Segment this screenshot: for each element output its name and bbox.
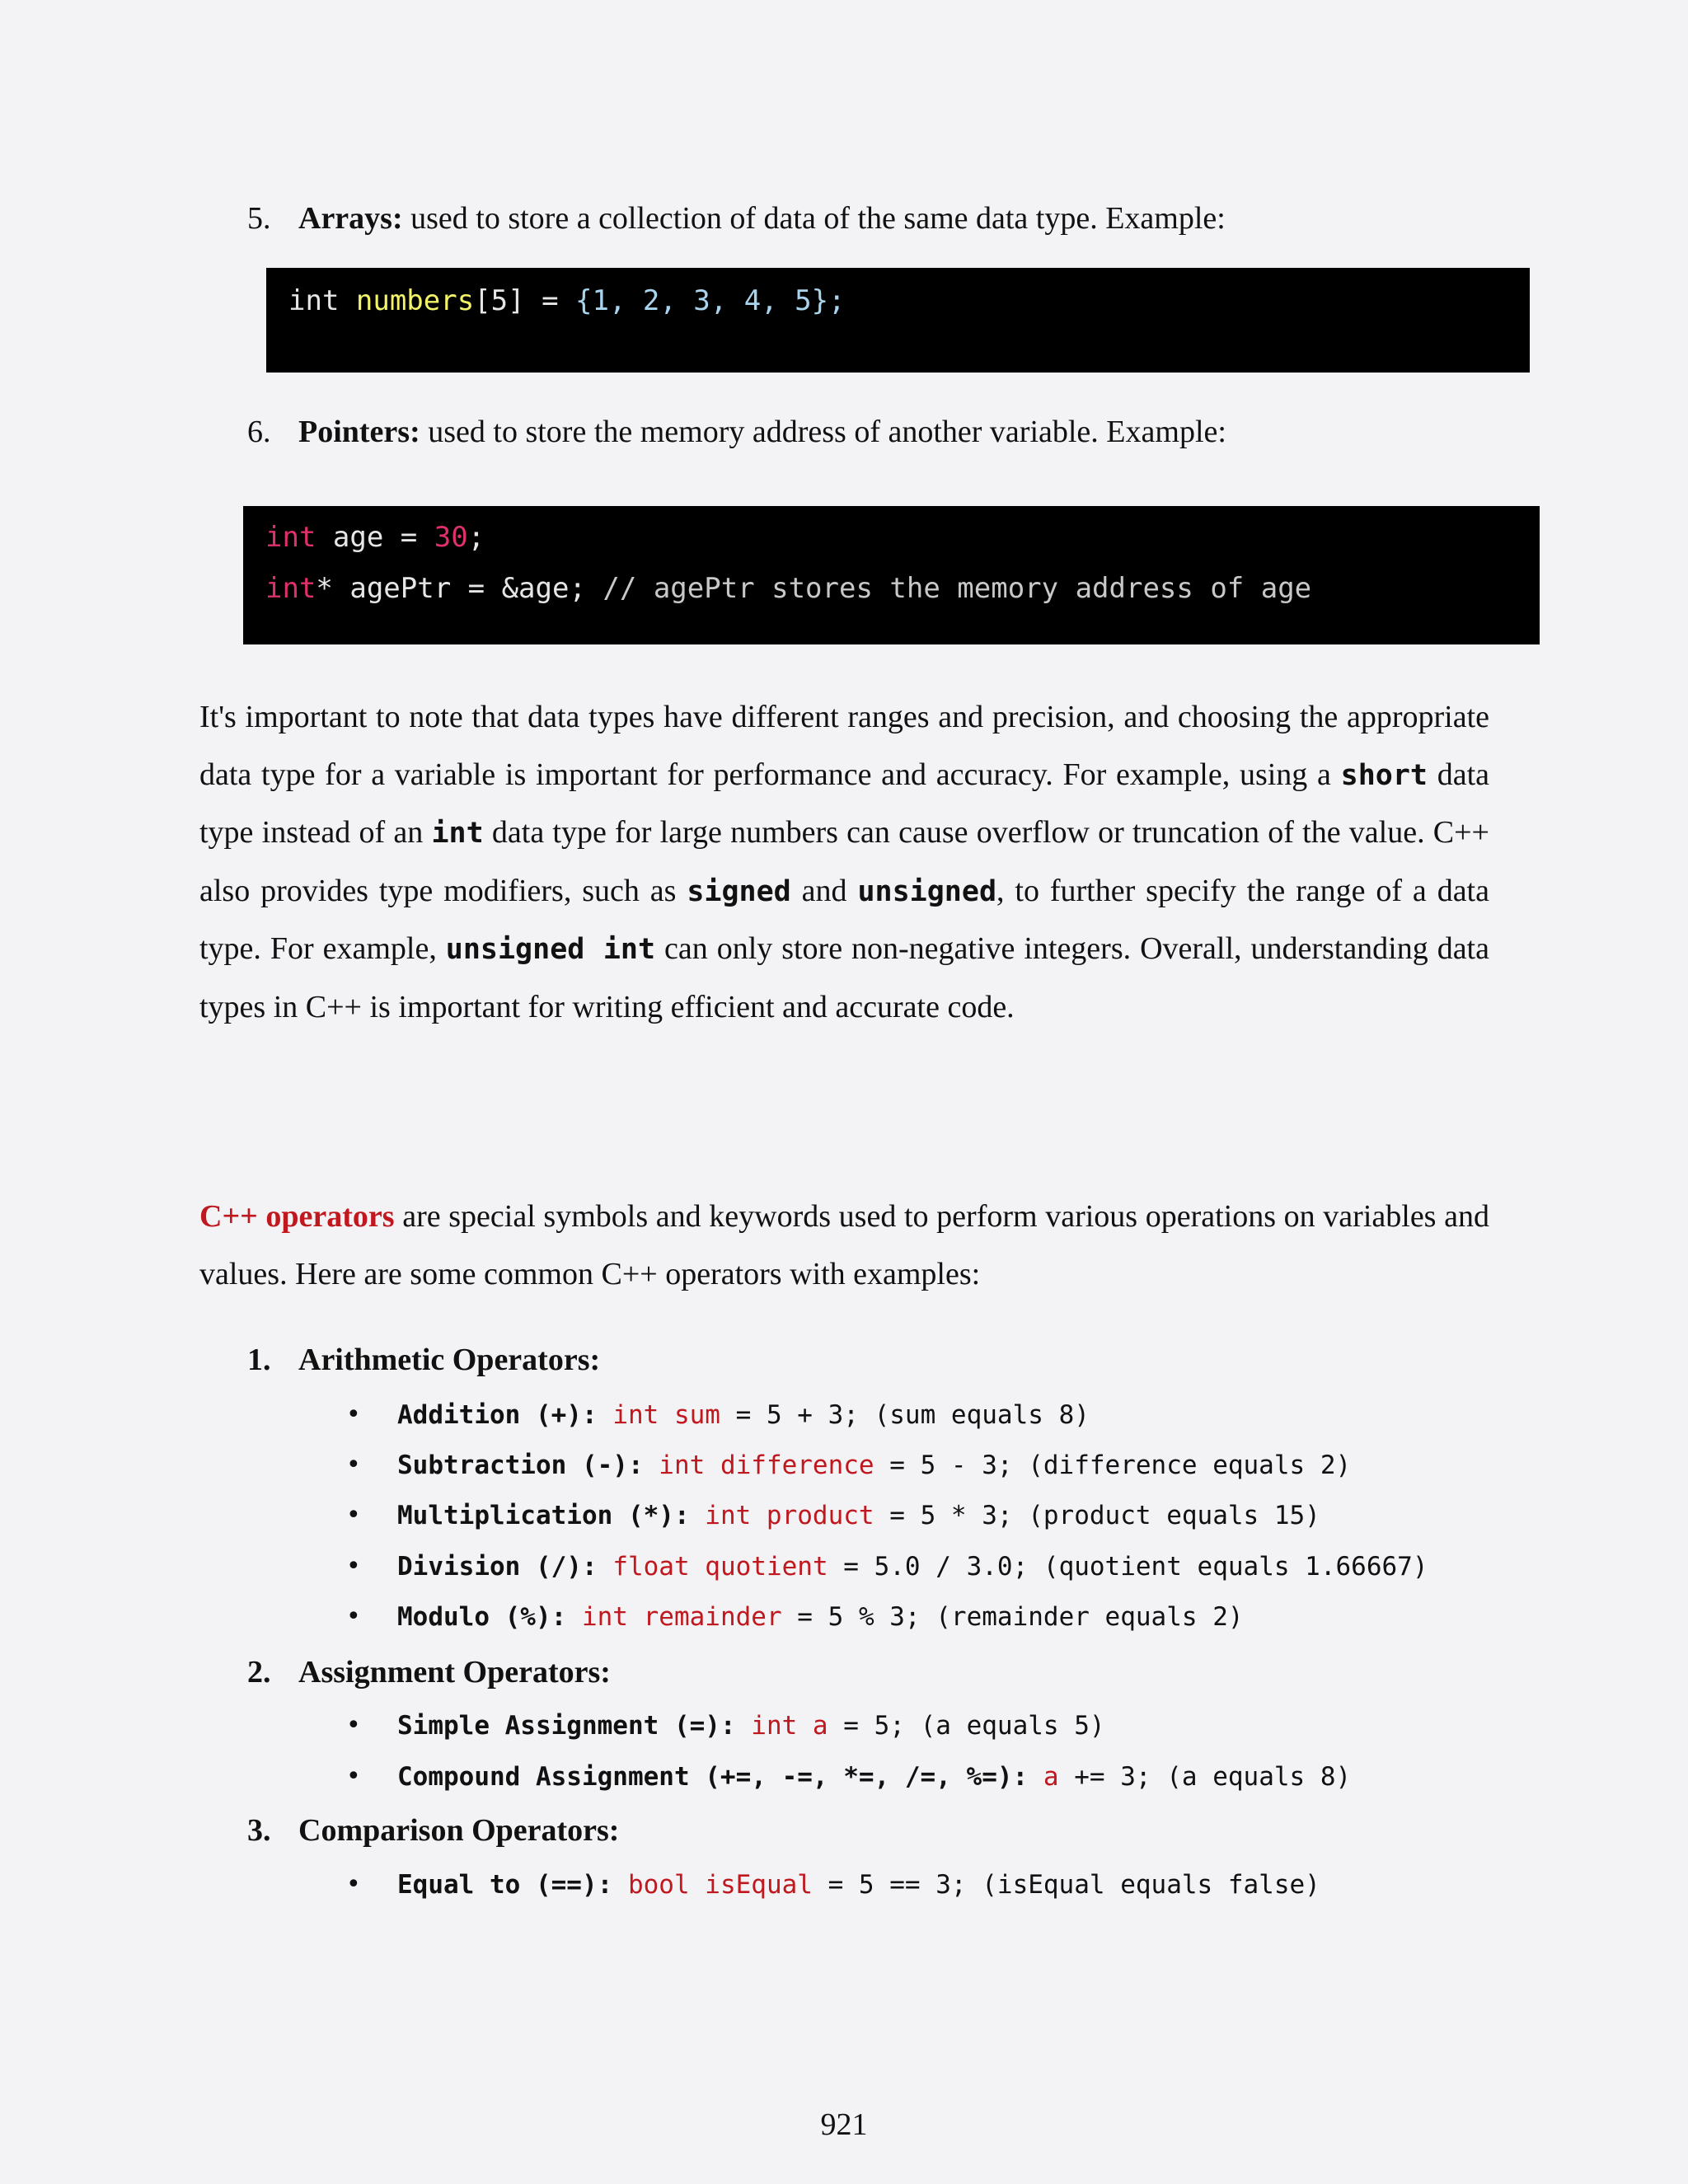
list-item-pointers [247, 412, 1226, 452]
code-values: {1, 2, 3, 4, 5}; [575, 284, 846, 317]
inline-code: short [1340, 758, 1428, 792]
bullet-label: Subtraction (-): [397, 1451, 644, 1480]
inline-code: unsigned int [445, 933, 656, 966]
text: and [790, 873, 858, 908]
bullet-icon: • [346, 1870, 361, 1899]
item-number: 5. [247, 201, 271, 236]
item-text: used to store a collection of data of the same data type. Example: [402, 201, 1226, 236]
bullet-label: Compound Assignment (+=, -=, *=, /=, %=): [397, 1762, 1029, 1792]
bullet-icon: • [346, 1501, 361, 1530]
code-text: = 5; (a equals 5) [828, 1711, 1105, 1741]
page-number: 921 [820, 2107, 868, 2142]
code-number: 30 [434, 521, 468, 554]
code-keyword: int remainder [581, 1602, 782, 1632]
bullet-label: Division (/): [397, 1552, 598, 1582]
section-title: Assignment Operators: [298, 1655, 611, 1690]
code-text: = 5 * 3; (product equals 15) [874, 1501, 1320, 1530]
text: data type instead of an [199, 757, 1489, 850]
text: can only store non-negative integers. Overall, understanding data types in C++ is important for writing efficient and accurate code. [199, 931, 1489, 1024]
text: are special symbols and keywords used to perform various operations on variables and values. Here are some common C++ operators with examples: [199, 1199, 1489, 1291]
bullet-label: Equal to (==): [397, 1870, 613, 1900]
section-heading-comparison [247, 1811, 619, 1850]
item-number: 6. [247, 415, 271, 449]
code-line [265, 570, 1311, 607]
section-title: Arithmetic Operators: [298, 1343, 601, 1377]
code-keyword: int [288, 284, 356, 317]
code-text: = 5 + 3; (sum equals 8) [720, 1400, 1090, 1430]
code-text: [5] = [474, 284, 576, 317]
item-text: used to store the memory address of another variable. Example: [420, 415, 1226, 449]
text: , to further specify the range of a data type. For example, [199, 873, 1489, 966]
highlighted-term: C++ operators [199, 1199, 395, 1234]
code-line [265, 519, 485, 555]
code-text: = 5 == 3; (isEqual equals false) [812, 1870, 1320, 1900]
code-keyword: int sum [612, 1400, 720, 1430]
bullet-label: Addition (+): [397, 1400, 598, 1430]
code-keyword: float quotient [612, 1552, 828, 1582]
code-keyword: int product [705, 1501, 874, 1530]
code-text: ; [467, 521, 485, 554]
code-text: * agePtr = &age; [316, 572, 603, 605]
bullet-label: Multiplication (*): [397, 1501, 690, 1530]
bullet-icon: • [346, 1602, 361, 1631]
bullet-label: Modulo (%): [397, 1602, 567, 1632]
bullet-icon: • [346, 1451, 361, 1479]
code-text: = 5 % 3; (remainder equals 2) [781, 1602, 1244, 1632]
code-text: += 3; (a equals 8) [1058, 1762, 1352, 1792]
item-title: Pointers: [298, 415, 420, 449]
code-comment: // agePtr stores the memory address of age [603, 572, 1312, 605]
paragraph-data-types [199, 689, 1489, 1036]
section-number: 3. [247, 1813, 271, 1848]
code-keyword: a [1043, 1762, 1059, 1792]
section-heading-assignment [247, 1652, 611, 1692]
bullet-label: Simple Assignment (=): [397, 1711, 736, 1741]
section-heading-arithmetic [247, 1340, 600, 1380]
code-identifier: numbers [355, 284, 475, 317]
code-block-pointers [243, 506, 1540, 644]
code-keyword: bool isEqual [627, 1870, 813, 1900]
bullet-icon: • [346, 1552, 361, 1581]
code-text: age = [316, 521, 434, 554]
list-item-arrays [247, 199, 1226, 238]
item-title: Arrays: [298, 201, 403, 236]
code-text: = 5 - 3; (difference equals 2) [874, 1451, 1352, 1480]
inline-code: signed [687, 874, 791, 908]
code-line [288, 283, 846, 319]
bullet-icon: • [346, 1400, 361, 1429]
code-text: = 5.0 / 3.0; (quotient equals 1.66667) [828, 1552, 1428, 1582]
code-keyword: int [265, 572, 316, 605]
paragraph-operators [199, 1188, 1489, 1303]
section-title: Comparison Operators: [298, 1813, 620, 1848]
text: data type for large numbers can cause overflow or truncation of the value. C++ also provides type modifiers, such as [199, 815, 1489, 908]
code-block-arrays [266, 268, 1530, 373]
section-number: 1. [247, 1343, 271, 1377]
code-keyword: int [265, 521, 316, 554]
text: It's important to note that data types have different ranges and precision, and choosing the appropriate data type for a variable is important for performance and accuracy. For example, using a [199, 700, 1489, 792]
code-keyword: int a [751, 1711, 828, 1741]
bullet-icon: • [346, 1762, 361, 1791]
inline-code: int [431, 817, 484, 850]
section-number: 2. [247, 1655, 271, 1690]
bullet-icon: • [346, 1711, 361, 1740]
inline-code: unsigned [857, 874, 997, 908]
code-keyword: int difference [659, 1451, 874, 1480]
